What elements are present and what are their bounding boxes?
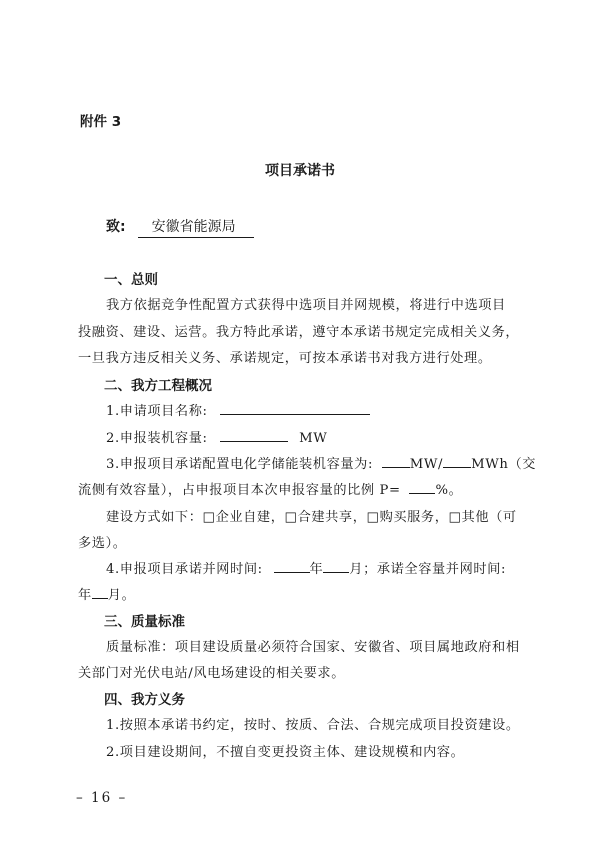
addressee-value: 安徽省能源局	[138, 216, 254, 238]
grid-year-field	[274, 560, 310, 573]
section-3-heading: 三、质量标准	[104, 614, 185, 630]
addressee-label: 致:	[106, 219, 126, 235]
storage-mw-field	[382, 455, 410, 468]
document-title: 项目承诺书	[265, 163, 335, 179]
section-3-line-1: 质量标准：项目建设质量必须符合国家、安徽省、项目属地政府和相	[106, 640, 520, 655]
capacity-field	[220, 429, 288, 442]
construction-mode-line-2: 多选）。	[78, 536, 127, 551]
storage-mwh-unit: MWh（交	[471, 457, 537, 472]
full-grid-month-unit: 月。	[107, 588, 136, 603]
section-4-item-1: 1.按照本承诺书约定，按时、按质、合法、合规完成项目投资建设。	[106, 718, 520, 733]
project-name-label: 1.申请项目名称:	[106, 404, 208, 419]
section-1-heading: 一、总则	[104, 272, 158, 288]
addressee-line	[106, 216, 254, 238]
ratio-label: 流侧有效容量），占申报项目本次申报容量的比例 P=	[78, 483, 401, 498]
section-3-line-2: 关部门对光伏电站/风电场建设的相关要求。	[78, 666, 346, 681]
section-1-line-1: 我方依据竞争性配置方式获得中选项目并网规模，将进行中选项目	[106, 298, 506, 313]
capacity-line	[106, 427, 327, 446]
full-grid-month-field	[92, 586, 108, 599]
grid-time-line-2	[78, 584, 135, 603]
grid-year-unit: 年	[309, 562, 324, 577]
storage-line-1	[106, 453, 536, 472]
capacity-unit: MW	[299, 431, 328, 446]
project-name-line	[106, 400, 370, 419]
grid-month-field	[323, 560, 349, 573]
section-2-heading: 二、我方工程概况	[104, 378, 212, 394]
attachment-label: 附件 3	[80, 114, 122, 130]
section-4-item-2: 2.项目建设期间，不擅自变更投资主体、建设规模和内容。	[106, 745, 465, 760]
project-name-field	[220, 402, 370, 415]
page-number: – 16 –	[76, 790, 128, 806]
storage-label: 3.申报项目承诺配置电化学储能装机容量为:	[106, 457, 373, 472]
ratio-field	[409, 481, 435, 494]
storage-mw-unit: MW/	[409, 457, 444, 472]
construction-mode-line-1: 建设方式如下：□企业自建，□合建共享，□购买服务，□其他（可	[106, 510, 517, 525]
full-grid-year-unit: 年	[78, 588, 92, 603]
grid-time-label: 4.申报项目承诺并网时间:	[106, 562, 263, 577]
section-4-heading: 四、我方义务	[104, 692, 185, 708]
storage-line-2	[78, 479, 462, 498]
grid-time-line-1	[106, 558, 506, 577]
section-1-line-2: 投融资、建设、运营。我方特此承诺，遵守本承诺书规定完成相关义务，	[78, 325, 520, 340]
ratio-unit: %。	[435, 483, 463, 498]
section-1-line-3: 一旦我方违反相关义务、承诺规定，可按本承诺书对我方进行处理。	[78, 351, 492, 366]
full-grid-time-label: 月；承诺全容量并网时间:	[349, 562, 507, 577]
capacity-label: 2.申报装机容量:	[106, 431, 208, 446]
storage-mwh-field	[443, 455, 471, 468]
